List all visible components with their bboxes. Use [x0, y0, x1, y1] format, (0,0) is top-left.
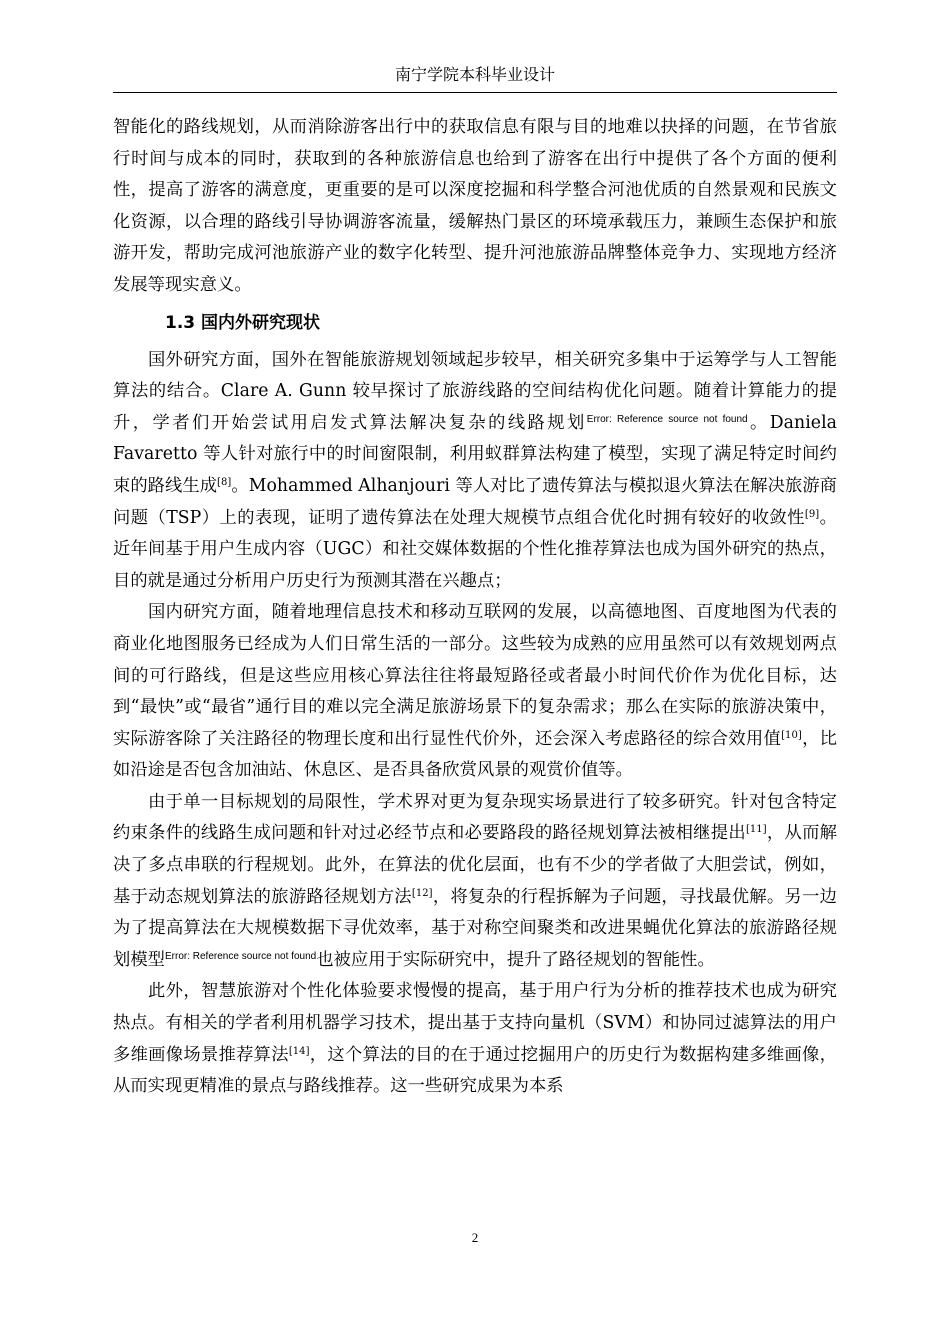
text-run: ，比如沿途是否包含加油站、休息区、是否具备欣赏风景的观赏价值等。: [113, 728, 837, 781]
header-title: 南宁学院本科毕业设计: [394, 65, 555, 84]
citation-ref: [11]: [745, 824, 767, 836]
research-domestic-paragraph: [113, 597, 837, 787]
text-run: 由于单一目标规划的局限性，学术界对更为复杂现实场景进行了较多研究。针对包含特定约束条件的线路生成问题和针对过必经节点和必要路段的路径规划算法被相继提出: [113, 791, 837, 844]
citation-ref: [10]: [781, 729, 802, 741]
text-run: ，将复杂的行程拆解为子问题，寻找最优解。另一边为了提高算法在大规模数据下寻优效率，基于对称空间聚类和改进果蝇优化算法的旅游路径规划模型: [113, 886, 837, 970]
reference-error: Error: Reference source not found: [165, 950, 317, 962]
page-number: 2: [471, 1230, 479, 1245]
citation-ref: [12]: [411, 887, 433, 899]
citation-ref: [9]: [804, 508, 820, 520]
text-run: 。近年间基于用户生成内容（UGC）和社交媒体数据的个性化推荐算法也成为国外研究的热点，目的就是通过分析用户历史行为预测其潜在兴趣点；: [113, 507, 837, 591]
text-run: 此外，智慧旅游对个性化体验要求慢慢的提高，基于用户行为分析的推荐技术也成为研究热点。有相关的学者利用机器学习技术，提出基于支持向量机（SVM）和协同过滤算法的用户多维画像场景推荐算法: [113, 981, 837, 1065]
research-personalization-paragraph: [113, 976, 837, 1102]
reference-error: Error: Reference source not found: [586, 413, 748, 425]
intro-paragraph: 智能化的路线规划，从而消除游客出行中的获取信息有限与目的地难以抉择的问题，在节省旅行时间与成本的同时，获取到的各种旅游信息也给到了游客在出行中提供了各个方面的便利性，提高了游客的满意度，更重要的是可以深度挖掘和科学整合河池优质的自然景观和民族文化资源，以合理的路线引导协调游客流量，缓解热门景区的环境承载压力，兼顾生态保护和旅游开发，帮助完成河池旅游产业的数字化转型、提升河池旅游品牌整体竞争力、实现地方经济发展等现实意义。: [113, 117, 837, 295]
section-heading: 1.3 国内外研究现状: [165, 312, 321, 333]
research-multiobjective-paragraph: [113, 787, 837, 977]
text-run: 也被应用于实际研究中，提升了路径规划的智能性。: [316, 949, 715, 970]
text-run: 国内研究方面，随着地理信息技术和移动互联网的发展，以高德地图、百度地图为代表的商业化地图服务已经成为人们日常生活的一部分。这些较为成熟的应用虽然可以有效规划两点间的可行路线，但是这些应用核心算法往往将最短路径或者最小时间代价作为优化目标，达到“最快”或“最省”通行目的难以完全满足旅游场景下的复杂需求；那么在实际的旅游决策中，实际游客除了关注路径的物理长度和出行显性代价外，还会深入考虑路径的综合效用值: [113, 602, 837, 749]
citation-ref: [14]: [288, 1045, 310, 1057]
page-header: [113, 62, 837, 93]
citation-ref: [8]: [217, 476, 232, 488]
research-foreign-paragraph: [113, 345, 837, 598]
page-body: [113, 112, 837, 1103]
text-run: 。Mohammed Alhanjouri 等人对比了遗传算法与模拟退火算法在解决旅游商问题（TSP）上的表现，证明了遗传算法在处理大规模节点组合优化时拥有较好的收敛性: [113, 475, 837, 528]
text-run: ，这个算法的目的在于通过挖掘用户的历史行为数据构建多维画像，从而实现更精准的景点与路线推荐。这一些研究成果为本系: [113, 1044, 837, 1097]
text-run: 国外研究方面，国外在智能旅游规划领域起步较早，相关研究多集中于运筹学与人工智能算法的结合。Clare A. Gunn 较早探讨了旅游线路的空间结构优化问题。随着计算能力的提升，学者们开始尝试用启发式算法解决复杂的线路规划: [113, 349, 837, 433]
text-run: 。Daniela Favaretto 等人针对旅行中的时间窗限制，利用蚁群算法构建了模型，实现了满足特定时间约束的路线生成: [113, 412, 837, 496]
text-run: ，从而解决了多点串联的行程规划。此外，在算法的优化层面，也有不少的学者做了大胆尝试，例如，基于动态规划算法的旅游路径规划方法: [113, 823, 837, 907]
page-footer: [0, 1230, 950, 1246]
